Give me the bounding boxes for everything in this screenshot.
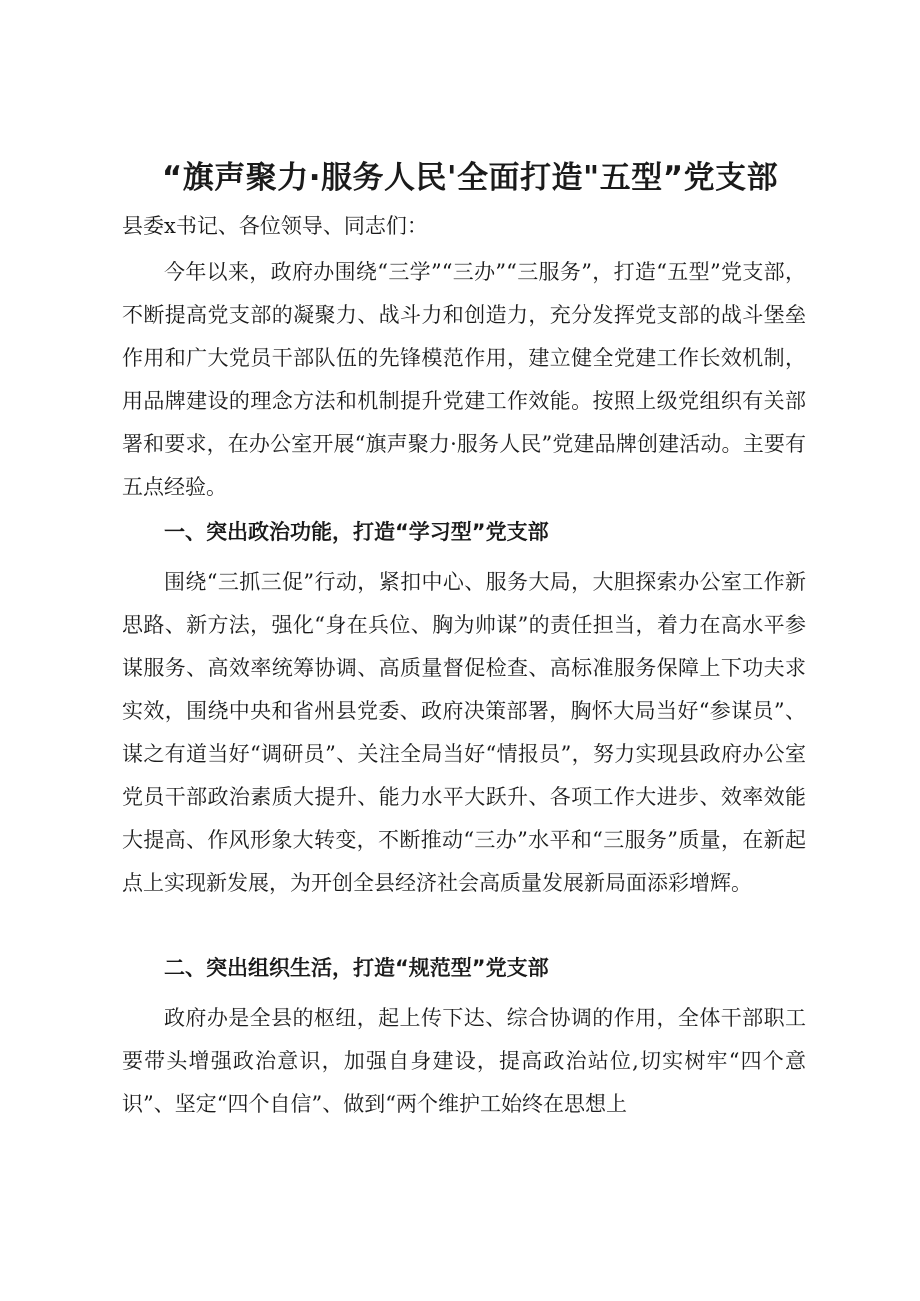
- salutation: 县委x书记、各位领导、同志们：: [122, 214, 428, 238]
- intro-paragraph: 今年以来，政府办围绕“三学”“三办”“三服务”，打造“五型”党支部，不断提高党支部的凝聚力、战斗力和创造力，充分发挥党支部的战斗堡垒作用和广大党员干部队伍的先锋模范作用，建立健全党建工作长效机制，用品牌建设的理念方法和机制提升党建工作效能。按照上级党组织有关部署和要求，在办公室开展“旗声聚力·服务人民”党建品牌创建活动。主要有五点经验。: [122, 260, 806, 499]
- document-title: “旗声聚力·服务人民'全面打造"五型”党支部: [161, 160, 779, 196]
- section-heading-1: 一、突出政治功能，打造“学习型”党支部: [164, 520, 549, 544]
- section-heading-2: 二、突出组织生活，打造“规范型”党支部: [164, 956, 549, 980]
- section-2-paragraph: 政府办是全县的枢纽，起上传下达、综合协调的作用，全体干部职工要带头增强政治意识，加强自身建设，提高政治站位,切实树牢“四个意识”、坚定“四个自信”、做到“两个维护工始终在思想上: [122, 1006, 806, 1116]
- section-1-paragraph: 围绕“三抓三促”行动，紧扣中心、服务大局，大胆探索办公室工作新思路、新方法，强化“身在兵位、胸为帅谋”的责任担当，着力在高水平参谋服务、高效率统筹协调、高质量督促检查、高标准服务保障上下功夫求实效，围绕中央和省州县党委、政府决策部署，胸怀大局当好“参谋员”、谋之有道当好“调研员”、关注全局当好“情报员”，努力实现县政府办公室党员干部政治素质大提升、能力水平大跃升、各项工作大进步、效率效能大提高、作风形象大转变，不断推动“三办”水平和“三服务”质量，在新起点上实现新发展，为开创全县经济社会高质量发展新局面添彩增辉。: [122, 570, 806, 895]
